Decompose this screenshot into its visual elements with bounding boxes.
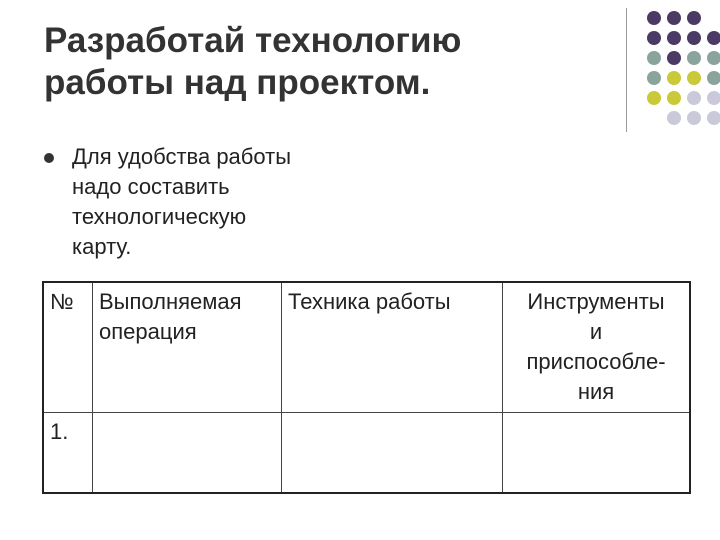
title-line-2: работы над проектом.	[44, 63, 431, 102]
bullet-icon	[44, 153, 54, 163]
table-header-row	[43, 282, 690, 413]
technology-map-table	[42, 281, 691, 494]
header-tools-line-4: ния	[577, 379, 615, 404]
bullet-line-3: технологическую	[72, 204, 247, 229]
header-operation-line-1: Выполняемая	[99, 289, 242, 314]
slide-title	[44, 20, 604, 104]
bullet-line-4: карту.	[72, 234, 132, 259]
header-tools-line-2: и	[589, 319, 603, 344]
bullet-text	[72, 142, 362, 262]
header-operation-line-2: операция	[99, 319, 197, 344]
header-number: №	[43, 282, 93, 413]
title-line-1: Разработай технологию	[44, 21, 462, 60]
header-tools	[503, 282, 691, 413]
bullet-line-1: Для удобства работы	[72, 144, 292, 169]
row-technique	[282, 413, 503, 494]
decorative-dot-grid	[640, 8, 720, 132]
table-row	[43, 413, 690, 494]
bullet-line-2: надо составить	[72, 174, 230, 199]
row-number: 1.	[43, 413, 93, 494]
row-tools	[503, 413, 691, 494]
header-operation	[93, 282, 282, 413]
header-tools-line-3: приспособле-	[526, 349, 666, 374]
vertical-divider	[626, 8, 627, 132]
row-operation	[93, 413, 282, 494]
header-technique: Техника работы	[282, 282, 503, 413]
header-tools-line-1: Инструменты	[527, 289, 665, 314]
